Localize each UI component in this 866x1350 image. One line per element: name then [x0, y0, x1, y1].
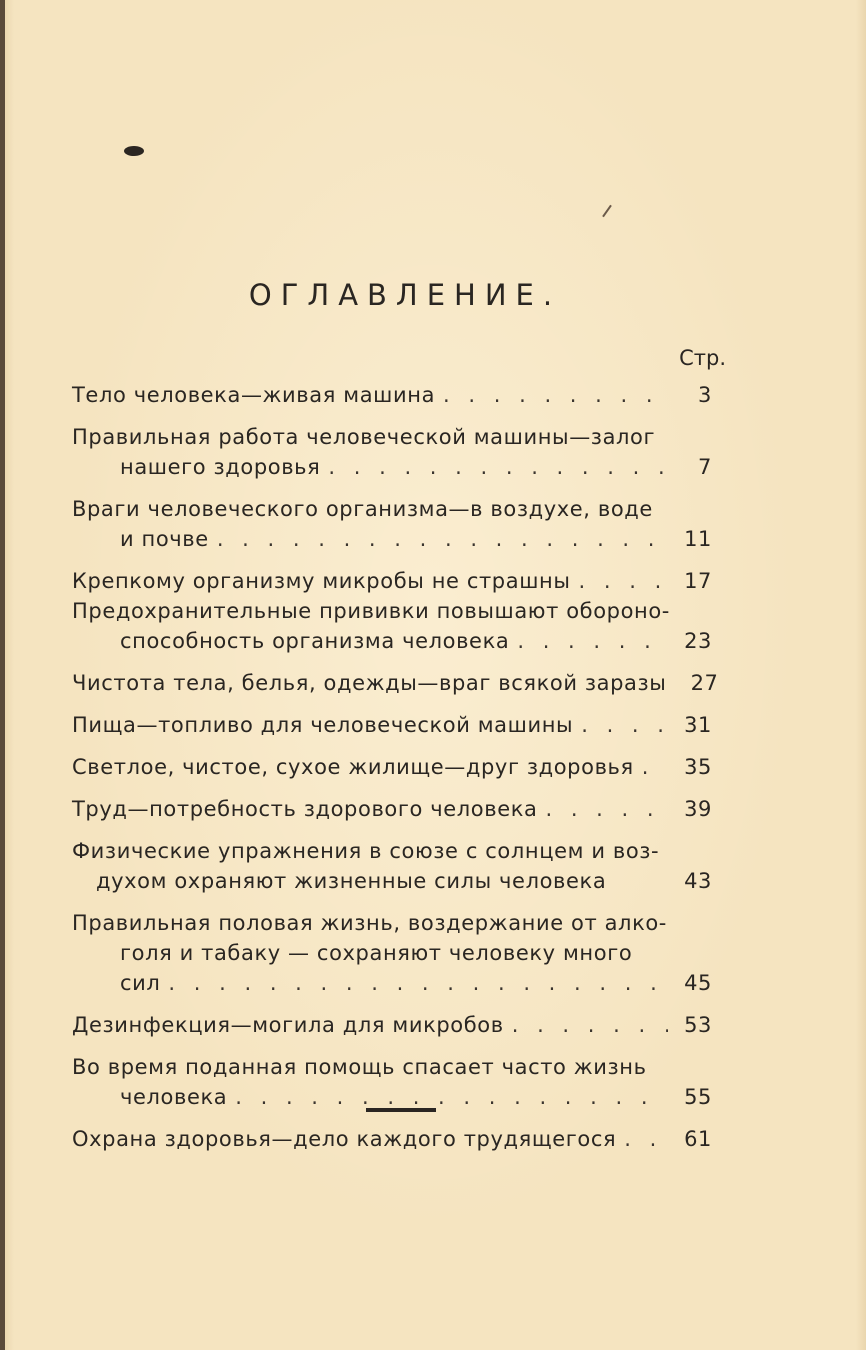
leader-dots	[579, 566, 668, 596]
page-binding-edge	[0, 0, 5, 1350]
toc-entry-page: 23	[684, 629, 712, 653]
toc-entry-page: 43	[684, 869, 712, 893]
toc-entry-title-cont: нашего здоровья	[120, 455, 321, 479]
leader-dots	[512, 1010, 668, 1040]
leader-dots	[217, 524, 668, 554]
toc-entry-title: Враги человеческого организма—в воздухе, воде	[72, 497, 653, 521]
toc-entry-title: Охрана здоровья—дело каждого трудящегося	[72, 1127, 617, 1151]
toc-entry	[72, 668, 719, 698]
toc-entry-title: Крепкому организму микробы не страшны	[72, 569, 571, 593]
toc-entry-title: Труд—потребность здорового человека	[72, 797, 538, 821]
page-number-column-header: Стр.	[679, 346, 726, 370]
toc-entry-title: Предохранительные прививки повышают обороно-	[72, 599, 670, 623]
toc-entry-page: 45	[684, 971, 712, 995]
toc-entry	[72, 794, 712, 824]
toc-entry-title: Пища—топливо для человеческой машины	[72, 713, 574, 737]
toc-entry	[72, 494, 712, 554]
toc-entry	[72, 836, 712, 896]
toc-entry	[72, 710, 712, 740]
leader-dots	[168, 968, 668, 998]
leader-dots	[443, 380, 668, 410]
toc-entry	[72, 596, 712, 656]
toc-entry-title-cont: способность организма человека	[120, 629, 510, 653]
toc-entry-title: Физические упражнения в союзе с солнцем и воз-	[72, 839, 660, 863]
leader-dots	[581, 710, 668, 740]
toc-entry	[72, 380, 712, 410]
toc-entry-page: 31	[684, 713, 712, 737]
leader-dots	[235, 1082, 668, 1112]
toc-entry	[72, 566, 712, 596]
toc-entry	[72, 1010, 712, 1040]
leader-dots	[328, 452, 668, 482]
toc-entry-title: Чистота тела, белья, одежды—враг всякой заразы	[72, 671, 667, 695]
ink-scratch	[602, 205, 612, 218]
toc-entry	[72, 908, 712, 998]
leader-dots	[624, 1124, 668, 1154]
toc-entry-title: Правильная половая жизнь, воздержание от алко-	[72, 911, 667, 935]
toc-entry-title-cont: человека	[120, 1085, 228, 1109]
toc-entry-title-cont: сил	[120, 971, 161, 995]
toc-entry-page: 61	[684, 1127, 712, 1151]
toc-entry-title: Правильная работа человеческой машины—залог	[72, 425, 656, 449]
toc-entry	[72, 1124, 712, 1154]
toc-entry-title: Светлое, чистое, сухое жилище—друг здоровья	[72, 755, 634, 779]
toc-entry-title-cont: духом охраняют жизненные силы человека	[96, 869, 607, 893]
toc-entry-page: 7	[698, 455, 712, 479]
end-rule	[366, 1108, 436, 1112]
page-title: ОГЛАВЛЕНИЕ.	[248, 278, 562, 312]
ink-blot	[124, 146, 144, 156]
toc-entry	[72, 1052, 712, 1112]
table-of-contents	[72, 380, 719, 1166]
leader-dots	[517, 626, 668, 656]
leader-dots	[642, 752, 668, 782]
toc-entry	[72, 422, 712, 482]
toc-entry-title-cont: и почве	[120, 527, 209, 551]
leader-dots	[545, 794, 668, 824]
toc-entry-page: 3	[698, 383, 712, 407]
toc-entry-title: Во время поданная помощь спасает часто жизнь	[72, 1055, 647, 1079]
toc-entry-title-cont: голя и табаку — сохраняют человеку много	[120, 941, 633, 965]
toc-entry-title: Дезинфекция—могила для микробов	[72, 1013, 504, 1037]
toc-entry-page: 39	[684, 797, 712, 821]
toc-entry-page: 11	[684, 527, 712, 551]
toc-entry-page: 53	[684, 1013, 712, 1037]
toc-entry	[72, 752, 712, 782]
toc-entry-title: Тело человека—живая машина	[72, 383, 436, 407]
toc-entry-page: 27	[690, 671, 719, 695]
toc-entry-page: 55	[684, 1085, 712, 1109]
toc-entry-page: 35	[684, 755, 712, 779]
toc-entry-page: 17	[684, 569, 712, 593]
